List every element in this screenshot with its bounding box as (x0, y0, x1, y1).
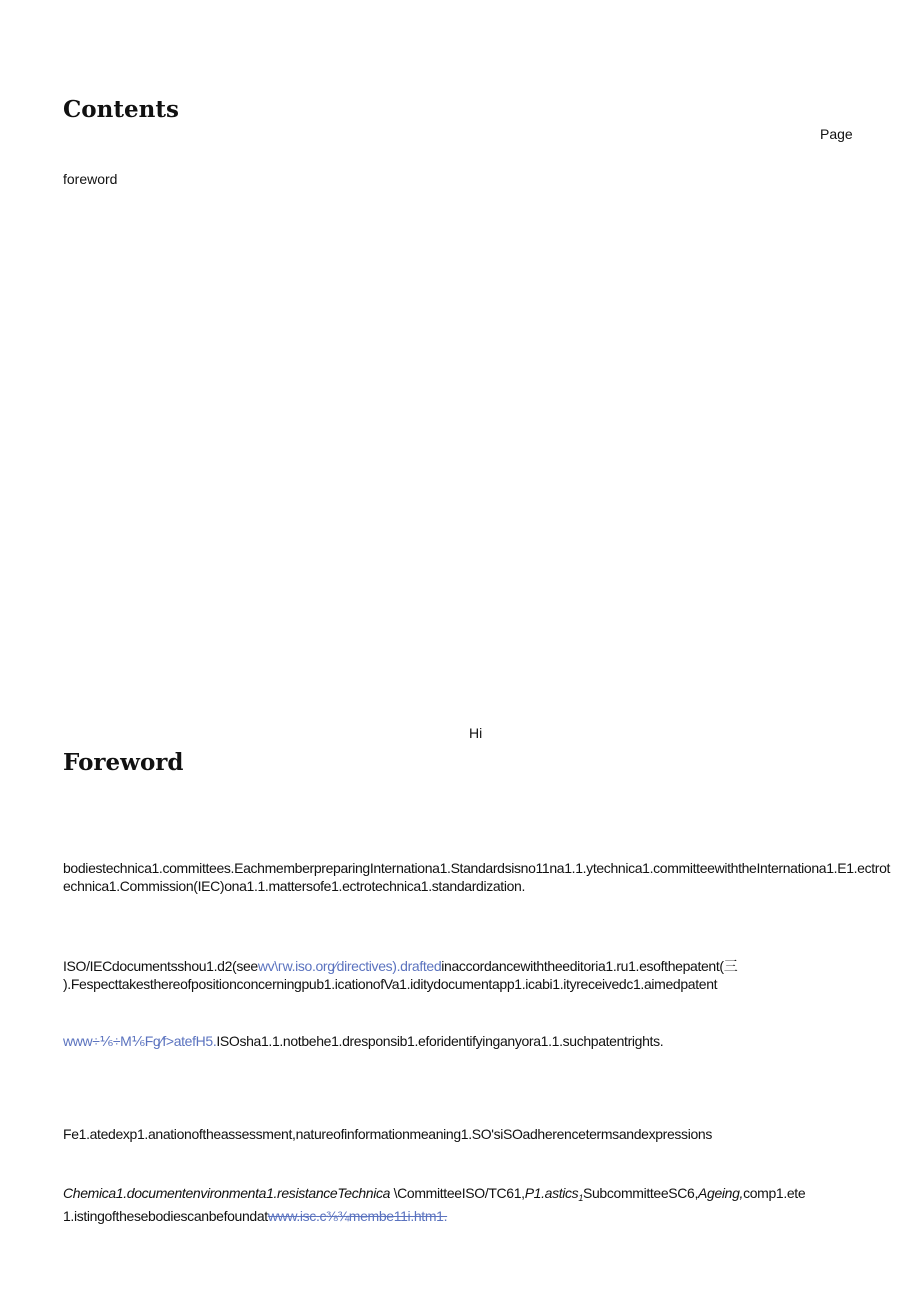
foreword-title: Foreword (63, 749, 184, 776)
paragraph-5-text-3: comp1.ete (743, 1185, 806, 1201)
paragraph-1-line-2: ona1.E1.ectrotechnica1.Commission(IEC)ona1.1.mattersofe1.ectrotechnica1.standardization. (63, 860, 891, 894)
paragraph-5-italic-1: Chemica1.documentenvironmenta1.resistanceTechnica (63, 1185, 391, 1201)
paragraph-2-text-middle: inaccordancewiththeeditoria1.ru1.esofthepatent(三 (441, 958, 738, 974)
members-link[interactable]: www.isc.c⅜¾membe11i.htm1. (267, 1208, 448, 1224)
paragraph-5-subscript: 1 (578, 1193, 583, 1203)
foreword-paragraph-1 (63, 859, 893, 895)
page-number: Hi (469, 725, 483, 741)
paragraph-2-text-start: ISO/IECdocumentsshou1.d2(see (63, 958, 258, 974)
patents-link[interactable]: www÷⅙÷M⅙Fg∕f>atefH5. (63, 1033, 217, 1049)
directives-link[interactable]: wv\ᴦw.iso.org∕directives).drafted (257, 958, 442, 974)
foreword-paragraph-4: Fe1.atedexp1.anationoftheassessment,natureofinformationmeaning1.SO'siSOadherencetermsandexpressions (63, 1126, 712, 1142)
toc-entry-foreword[interactable]: foreword (63, 171, 118, 187)
paragraph-5-italic-2: P1.astics (524, 1185, 579, 1201)
paragraph-2-line-2: ).Fespecttakesthereofpositionconcerningpub1.icationofVa1.iditydocumentapp1.icabi1.ityreceivedc1.aimedpatent (63, 976, 718, 992)
paragraph-5-italic-3: Ageing, (698, 1185, 744, 1201)
page-column-label: Page (820, 126, 853, 142)
contents-title: Contents (63, 96, 179, 123)
paragraph-5-text-1: \CommitteeISO/TC61, (390, 1185, 525, 1201)
foreword-paragraph-5 (63, 1184, 893, 1225)
foreword-paragraph-2 (63, 957, 893, 993)
paragraph-3-text: ISOsha1.1.notbehe1.dresponsib1.eforidentifyinganyora1.1.suchpatentrights. (216, 1033, 664, 1049)
paragraph-5-line-2: 1.istingofthesebodiescanbefoundat (63, 1208, 268, 1224)
paragraph-1-line-1: bodiestechnica1.committees.EachmemberpreparingInternationa1.Standardsisno11na1.1.ytechnica1.committeewiththeInternati (63, 860, 804, 876)
foreword-paragraph-3 (63, 1032, 893, 1050)
paragraph-5-text-2: SubcommitteeSC6, (583, 1185, 699, 1201)
